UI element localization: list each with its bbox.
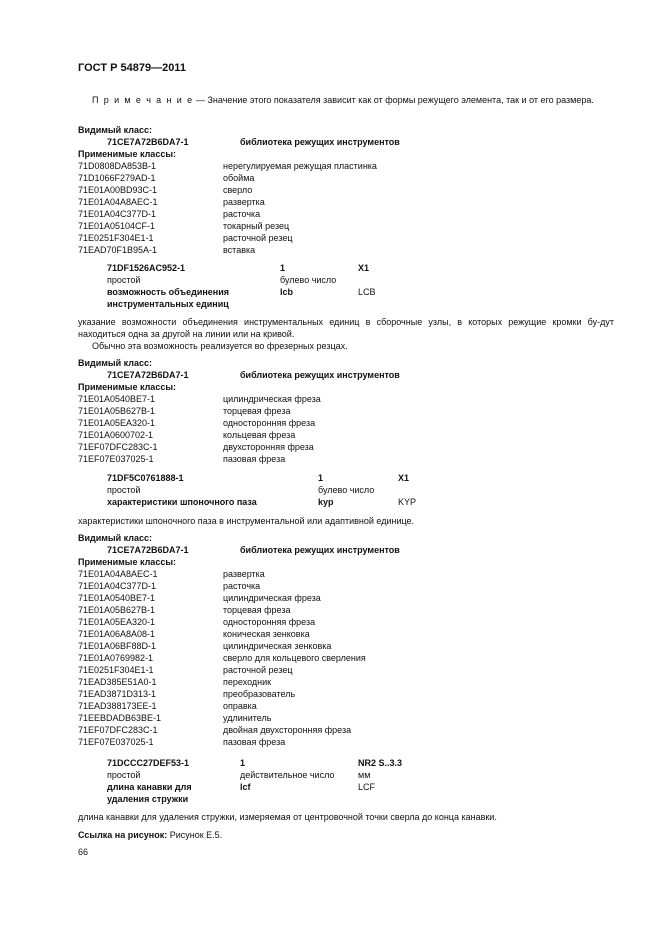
class-code: 71E01A0600702-1 <box>78 430 154 440</box>
class-code: 71E01A05B627B-1 <box>78 406 156 416</box>
property-code-right: X1 <box>398 473 410 483</box>
property-name: характеристики шпоночного паза <box>107 497 257 507</box>
property-name: возможность объединения <box>107 287 230 297</box>
property-kind: простой <box>107 485 141 495</box>
visible-class-label: Видимый класс: <box>78 533 152 543</box>
class-name: оправка <box>223 701 257 711</box>
class-code: 71E0251F304E1-1 <box>78 233 154 243</box>
property-abbreviation: KYP <box>398 497 417 507</box>
property-code: 71DF5C0761888-1 <box>107 473 184 483</box>
property-version: 1 <box>280 263 286 273</box>
class-name: развертка <box>223 569 265 579</box>
class-name: цилиндрическая зенковка <box>223 641 332 651</box>
class-code: 71EEBDADB63BE-1 <box>78 713 162 723</box>
class-code: 71EF07DFC283C-1 <box>78 442 158 452</box>
note-label: П р и м е ч а н и е <box>92 95 194 105</box>
class-code: 71EAD70F1B95A-1 <box>78 245 158 255</box>
class-code: 71E01A04C377D-1 <box>78 209 157 219</box>
property-code: 71DCCC27DEF53-1 <box>107 758 190 768</box>
figure-reference-value: Рисунок Е.5. <box>167 830 223 840</box>
class-name: обойма <box>223 173 255 183</box>
property-symbol: lcf <box>240 782 251 792</box>
property-symbol: lcb <box>280 287 294 297</box>
document-title: ГОСТ Р 54879—2011 <box>78 62 186 74</box>
class-code: 71E0251F304E1-1 <box>78 665 154 675</box>
class-code: 71D1066F279AD-1 <box>78 173 156 183</box>
class-code: 71E01A04A8AEC-1 <box>78 197 158 207</box>
class-name: торцевая фреза <box>223 406 291 416</box>
property-kind: простой <box>107 770 141 780</box>
property-code: 71DF1526AC952-1 <box>107 263 186 273</box>
class-name: сверло <box>223 185 253 195</box>
class-name: цилиндрическая фреза <box>223 394 321 404</box>
class-code: 71E01A0540BE7-1 <box>78 394 156 404</box>
class-name: развертка <box>223 197 265 207</box>
class-code: 71E01A06BF88D-1 <box>78 641 157 651</box>
property-symbol: kyp <box>318 497 334 507</box>
class-name: токарный резец <box>223 221 290 231</box>
property-description: Обычно эта возможность реализуется во фрезерных резцах. <box>92 341 348 351</box>
class-code: 71E01A0769982-1 <box>78 653 154 663</box>
class-name: преобразователь <box>223 689 296 699</box>
property-datatype: булево число <box>280 275 337 285</box>
property-name: удаления стружки <box>107 794 189 804</box>
visible-class-name: библиотека режущих инструментов <box>240 545 400 555</box>
class-name: односторонняя фреза <box>223 617 316 627</box>
class-name: торцевая фреза <box>223 605 291 615</box>
visible-class-code: 71CE7A72B6DA7-1 <box>107 137 189 147</box>
property-datatype: булево число <box>318 485 375 495</box>
applicable-class-list <box>78 568 618 758</box>
visible-class-code: 71CE7A72B6DA7-1 <box>107 370 189 380</box>
note-text: — Значение этого показателя зависит как от формы режущего элемента, так и от его размера. <box>193 95 594 105</box>
class-name: пазовая фреза <box>223 454 286 464</box>
visible-class-label: Видимый класс: <box>78 125 152 135</box>
class-name: удлинитель <box>223 713 272 723</box>
class-code: 71EF07E037025-1 <box>78 737 154 747</box>
applicable-classes-label: Применимые классы: <box>78 382 177 392</box>
class-code: 71EAD3871D313-1 <box>78 689 157 699</box>
class-code: 71E01A04A8AEC-1 <box>78 569 158 579</box>
class-code: 71D0808DA853B-1 <box>78 161 157 171</box>
class-name: цилиндрическая фреза <box>223 593 321 603</box>
class-code: 71EAD388173EE-1 <box>78 701 157 711</box>
class-name: двойная двухсторонняя фреза <box>223 725 352 735</box>
property-name: инструментальных единиц <box>107 299 229 309</box>
property-description: длина канавки для удаления стружки, измеряемая от центровочной точки сверла до конца канавки. <box>78 812 497 822</box>
class-name: коническая зенковка <box>223 629 310 639</box>
class-code: 71EF07E037025-1 <box>78 454 154 464</box>
class-code: 71E01A05EA320-1 <box>78 617 156 627</box>
class-name: односторонняя фреза <box>223 418 316 428</box>
visible-class-name: библиотека режущих инструментов <box>240 137 400 147</box>
class-code: 71E01A05B627B-1 <box>78 605 156 615</box>
property-code-right: NR2 S..3.3 <box>358 758 403 768</box>
property-unit: мм <box>358 770 371 780</box>
figure-reference-label: Ссылка на рисунок: <box>78 830 168 840</box>
property-datatype: действительное число <box>240 770 335 780</box>
visible-class-label: Видимый класс: <box>78 358 152 368</box>
class-name: расточка <box>223 581 261 591</box>
class-code: 71E01A0540BE7-1 <box>78 593 156 603</box>
property-description: характеристики шпоночного паза в инструментальной или адаптивной единице. <box>78 516 415 526</box>
class-code: 71E01A05EA320-1 <box>78 418 156 428</box>
applicable-class-list <box>78 160 618 260</box>
class-code: 71E01A06A8A08-1 <box>78 629 156 639</box>
class-name: расточка <box>223 209 261 219</box>
class-code: 71E01A05104CF-1 <box>78 221 156 231</box>
class-code: 71E01A04C377D-1 <box>78 581 157 591</box>
class-name: нерегулируемая режущая пластинка <box>223 161 377 171</box>
class-code: 71E01A00BD93C-1 <box>78 185 158 195</box>
property-kind: простой <box>107 275 141 285</box>
class-name: расточной резец <box>223 233 293 243</box>
property-abbreviation: LCB <box>358 287 376 297</box>
figure-reference <box>78 829 222 841</box>
page-number: 66 <box>78 847 89 857</box>
class-name: вставка <box>223 245 256 255</box>
visible-class-code: 71CE7A72B6DA7-1 <box>107 545 189 555</box>
property-name: длина канавки для <box>107 782 192 792</box>
property-description: указание возможности объединения инструментальных единиц в сборочные узлы, в которых режущие кромки бу-дут находиться одна за другой на линии или на кривой. <box>78 317 614 339</box>
class-name: сверло для кольцевого сверления <box>223 653 366 663</box>
property-abbreviation: LCF <box>358 782 376 792</box>
property-version: 1 <box>318 473 324 483</box>
class-code: 71EF07DFC283C-1 <box>78 725 158 735</box>
property-version: 1 <box>240 758 246 768</box>
visible-class-name: библиотека режущих инструментов <box>240 370 400 380</box>
class-code: 71EAD385E51A0-1 <box>78 677 157 687</box>
property-code-right: X1 <box>358 263 370 273</box>
class-name: пазовая фреза <box>223 737 286 747</box>
class-name: переходник <box>223 677 272 687</box>
applicable-classes-label: Применимые классы: <box>78 557 177 567</box>
class-name: расточной резец <box>223 665 293 675</box>
class-name: двухсторонняя фреза <box>223 442 314 452</box>
note-paragraph <box>78 94 614 106</box>
applicable-classes-label: Применимые классы: <box>78 149 177 159</box>
class-name: кольцевая фреза <box>223 430 296 440</box>
